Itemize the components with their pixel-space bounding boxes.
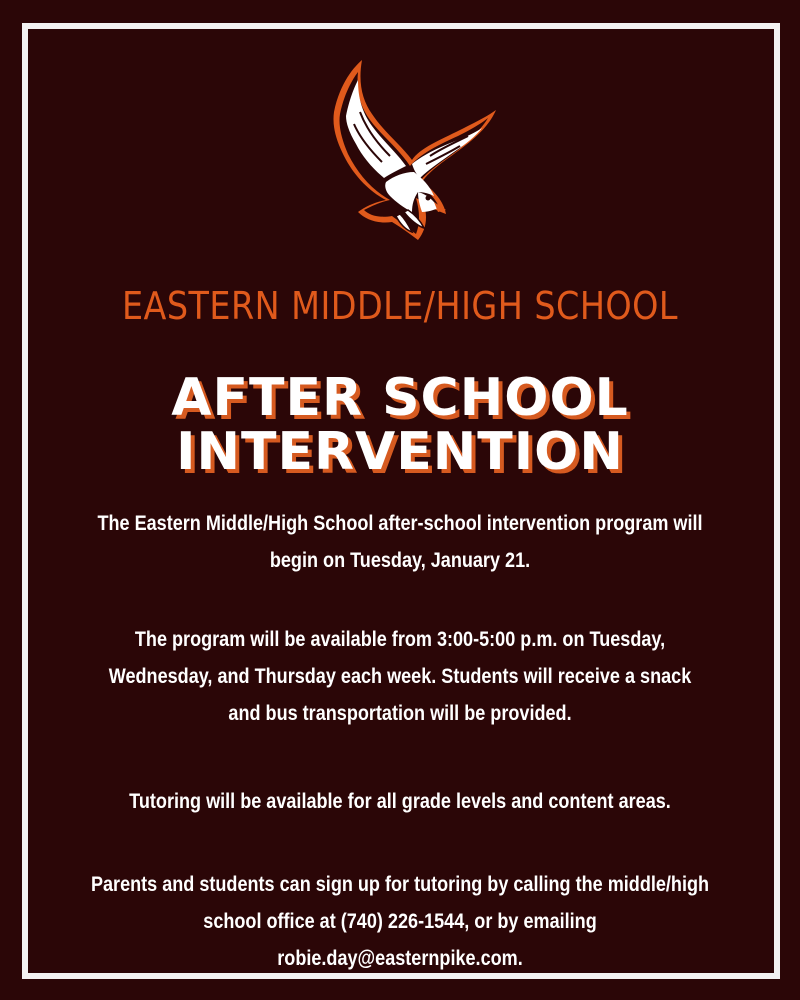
eagle-mascot-icon bbox=[300, 52, 500, 252]
signup-contact-paragraph: Parents and students can sign up for tutoring by calling the middle/high school office at (740) 226-1544, or by emailing robie.day@easternpike.com. bbox=[90, 873, 710, 970]
headline-line-1: AFTER SCHOOL bbox=[171, 368, 629, 428]
program-schedule-paragraph: The program will be available from 3:00-5:00 p.m. on Tuesday, Wednesday, and Thursday each week. Students will receive a snack and bus transportation will be provided. bbox=[108, 628, 692, 725]
program-start-paragraph: The Eastern Middle/High School after-school intervention program will begin on Tuesday, January 21. bbox=[97, 512, 703, 572]
headline-line-2: INTERVENTION bbox=[176, 422, 624, 482]
tutoring-availability-paragraph: Tutoring will be available for all grade levels and content areas. bbox=[129, 790, 671, 813]
school-name-title: EASTERN MIDDLE/HIGH SCHOOL bbox=[121, 284, 679, 328]
